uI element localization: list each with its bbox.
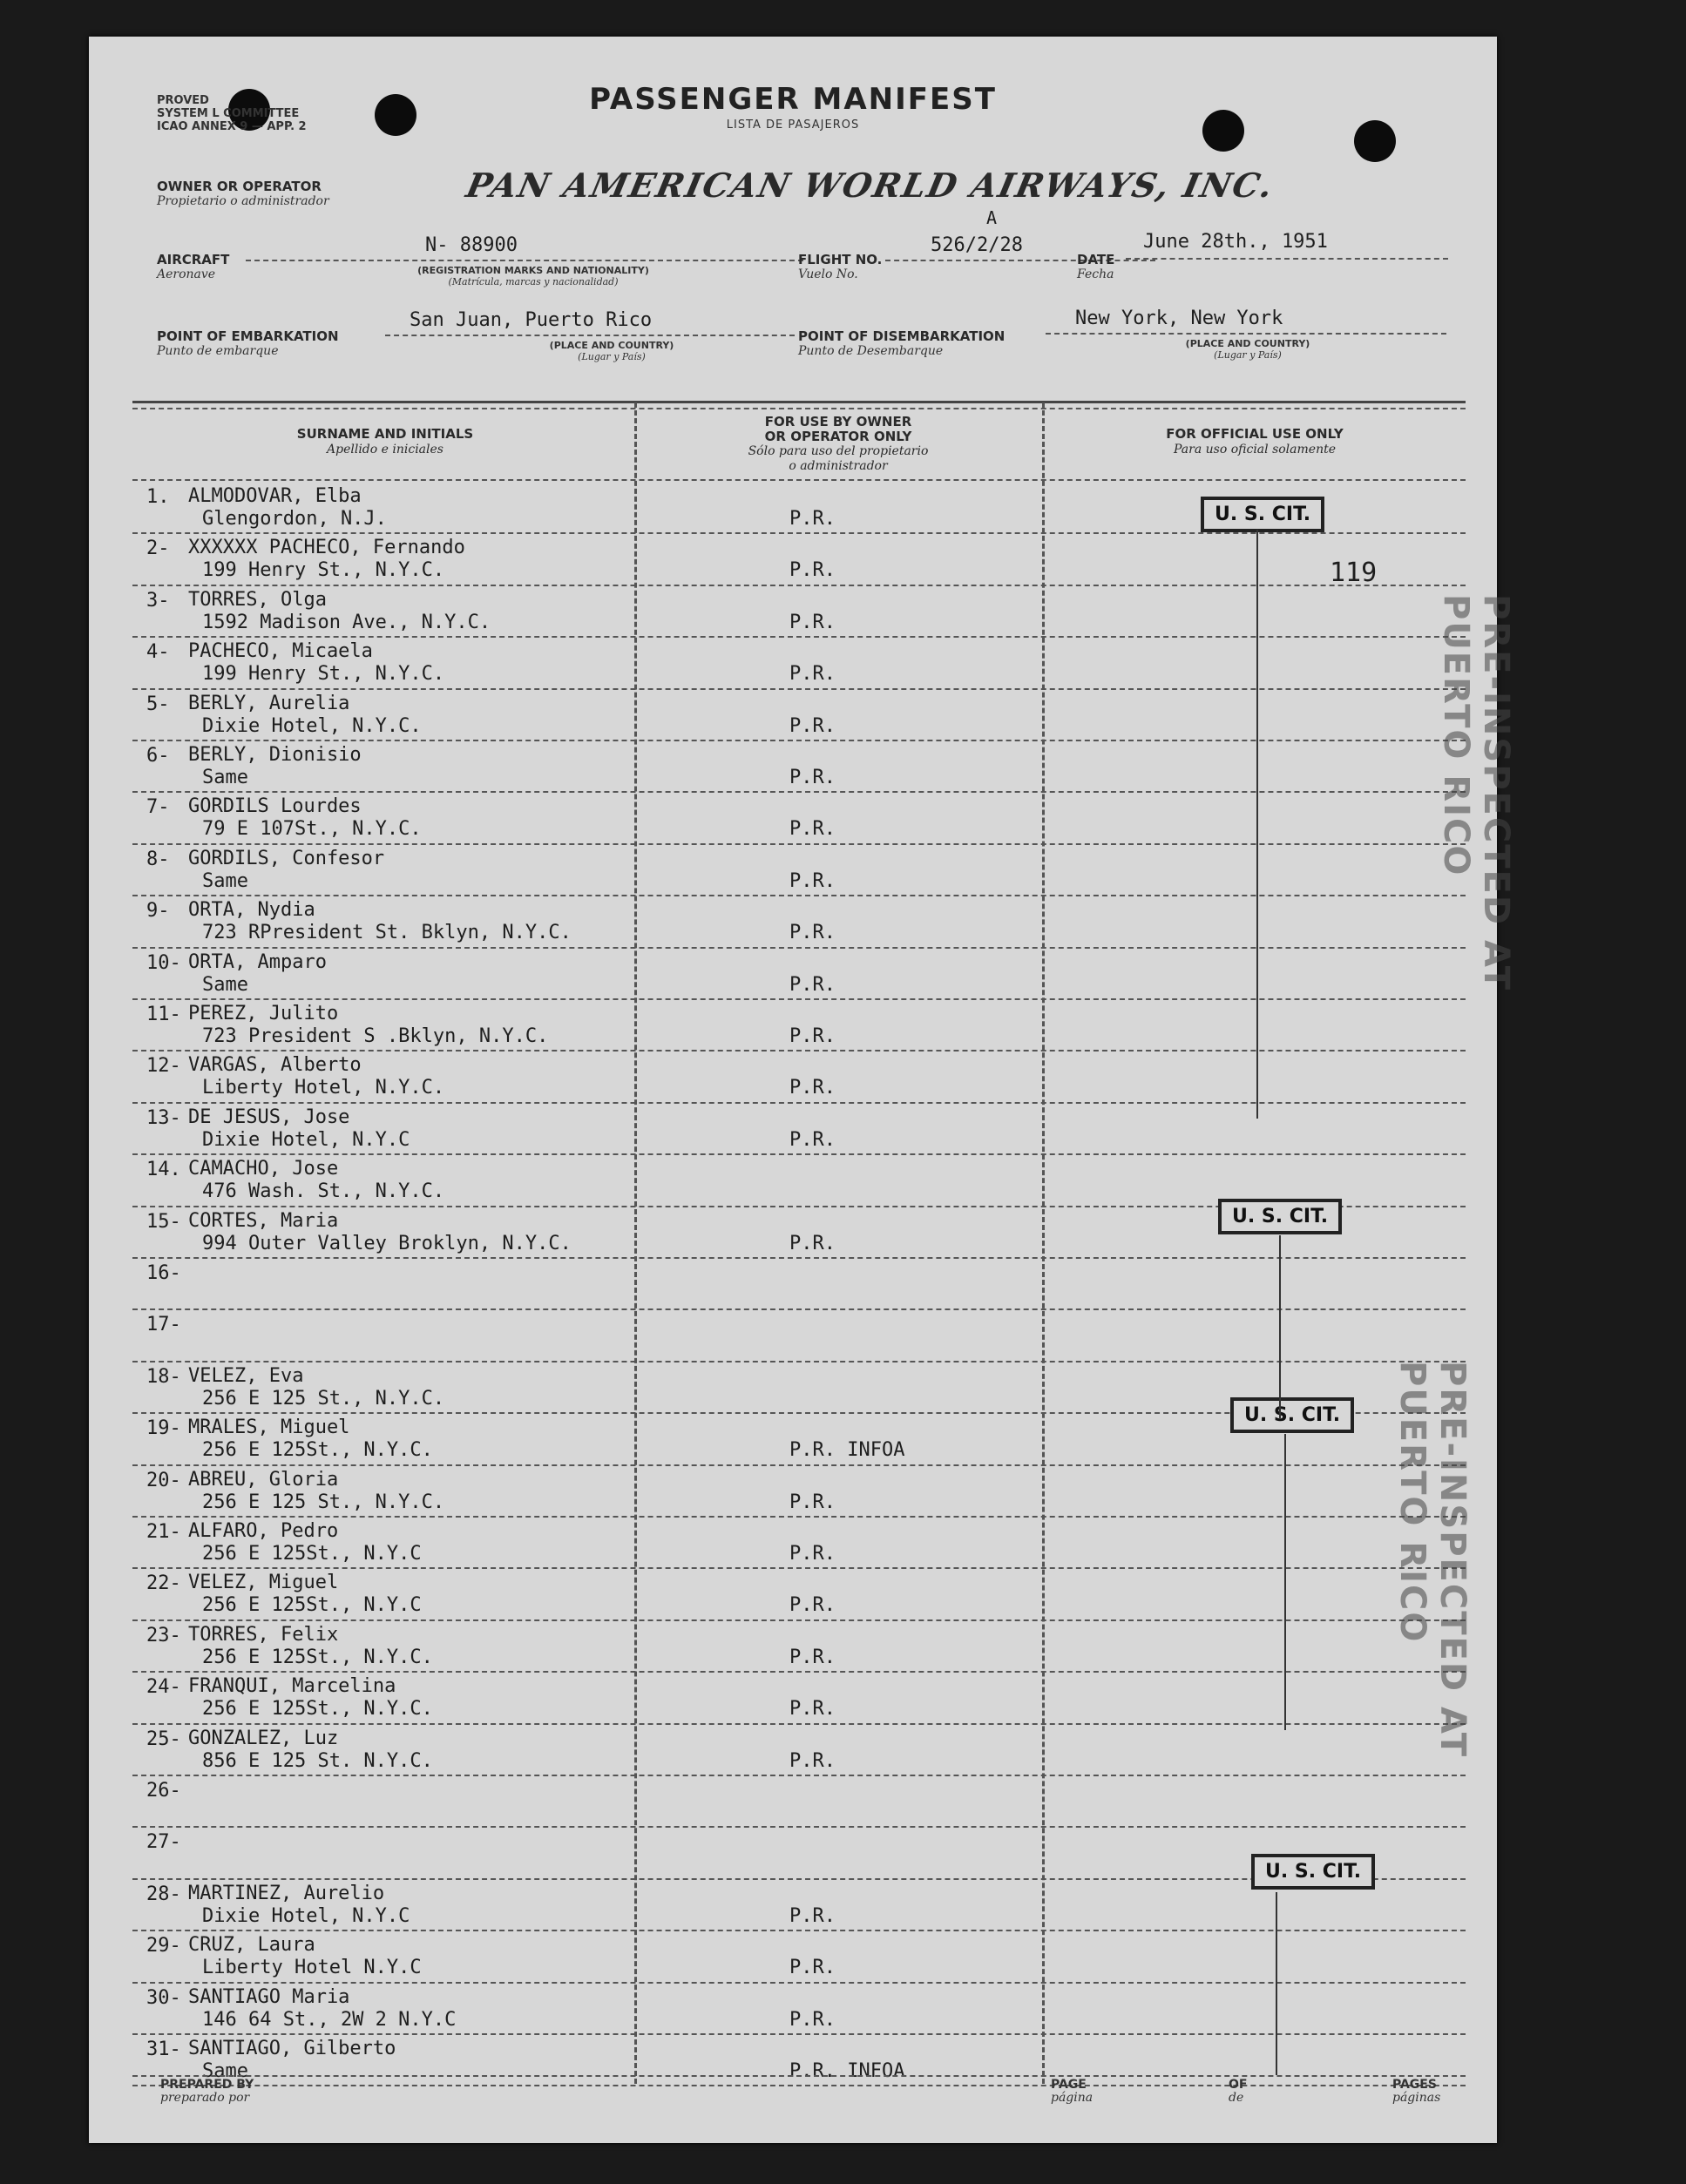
passenger-address: Glengordon, N.J. bbox=[202, 508, 387, 530]
embarkation-note: (PLACE AND COUNTRY) (Lugar y País) bbox=[549, 340, 674, 362]
passenger-name: PACHECO, Micaela bbox=[188, 640, 373, 663]
passenger-name: CRUZ, Laura bbox=[188, 1934, 315, 1957]
row-number: 10- bbox=[146, 951, 181, 974]
operator-code: P.R. bbox=[789, 1646, 836, 1668]
row-number: 8- bbox=[146, 848, 170, 870]
us-citizen-stamp: U. S. CIT. bbox=[1201, 497, 1324, 532]
passenger-address: 856 E 125 St. N.Y.C. bbox=[202, 1749, 433, 1772]
table-top-rule bbox=[132, 408, 1466, 409]
passenger-address: 256 E 125St., N.Y.C. bbox=[202, 1439, 433, 1462]
table-row bbox=[89, 1776, 1497, 1828]
approval-line: PROVED bbox=[157, 94, 209, 107]
table-row bbox=[89, 1104, 1497, 1155]
us-citizen-stamp: U. S. CIT. bbox=[1230, 1397, 1354, 1433]
passenger-address: Liberty Hotel, N.Y.C. bbox=[202, 1077, 445, 1099]
operator-code: P.R. bbox=[789, 1128, 836, 1151]
row-number: 24- bbox=[146, 1676, 181, 1699]
passenger-name: MRALES, Miguel bbox=[188, 1417, 350, 1439]
operator-code: P.R. bbox=[789, 869, 836, 892]
operator-code: P.R. INFOA bbox=[789, 2060, 905, 2082]
operator-name: PAN AMERICAN WORLD AIRWAYS, INC. bbox=[463, 166, 1278, 205]
passenger-name: ORTA, Amparo bbox=[188, 950, 327, 973]
flight-label: FLIGHT NO. Vuelo No. bbox=[798, 252, 883, 281]
passenger-name: SANTIAGO, Gilberto bbox=[188, 2038, 396, 2059]
row-number: 21- bbox=[146, 1521, 181, 1543]
operator-code: P.R. bbox=[789, 1491, 836, 1513]
table-row bbox=[89, 586, 1497, 638]
row-number: 9- bbox=[146, 900, 170, 923]
pre-inspected-stamp: PRE-INSPECTED AT PUERTO RICO bbox=[1392, 1361, 1473, 1759]
row-number: 5- bbox=[146, 693, 170, 715]
embarkation-label: POINT OF EMBARKATION Punto de embarque bbox=[157, 328, 339, 358]
passenger-name: VELEZ, Miguel bbox=[188, 1572, 339, 1594]
disembarkation-value: New York, New York bbox=[1075, 308, 1283, 329]
row-number: 15- bbox=[146, 1210, 181, 1233]
row-number: 17- bbox=[146, 1314, 181, 1336]
passenger-address: Same bbox=[202, 973, 248, 996]
row-number: 22- bbox=[146, 1572, 181, 1595]
passenger-name: CORTES, Maria bbox=[188, 1209, 339, 1232]
row-number: 18- bbox=[146, 1365, 181, 1388]
check-mark bbox=[1284, 1434, 1286, 1730]
passenger-address: 256 E 125St., N.Y.C bbox=[202, 1594, 422, 1617]
table-row bbox=[89, 1310, 1497, 1362]
row-rule bbox=[132, 2085, 1466, 2086]
passenger-address: 199 Henry St., N.Y.C. bbox=[202, 663, 445, 686]
passenger-name: ALMODOVAR, Elba bbox=[188, 485, 362, 507]
pre-inspected-stamp: PRE-INSPECTED AT PUERTO RICO bbox=[1436, 594, 1516, 992]
passenger-name: ABREU, Gloria bbox=[188, 1468, 339, 1491]
pages-label: PAGES páginas bbox=[1392, 2078, 1441, 2105]
disembarkation-note: (PLACE AND COUNTRY) (Lugar y País) bbox=[1185, 338, 1310, 361]
operator-code: P.R. bbox=[789, 559, 836, 582]
row-number: 12- bbox=[146, 1055, 181, 1078]
operator-code: P.R. INFOA bbox=[789, 1439, 905, 1462]
passenger-name: BERLY, Aurelia bbox=[188, 692, 350, 714]
field-underline bbox=[1046, 333, 1446, 335]
flight-value: 526/2/28 bbox=[931, 234, 1023, 256]
footer-rule bbox=[132, 2075, 1466, 2077]
table-row bbox=[89, 896, 1497, 948]
passenger-name: VELEZ, Eva bbox=[188, 1364, 304, 1387]
passenger-name: MARTINEZ, Aurelio bbox=[188, 1882, 385, 1904]
table-row bbox=[89, 1000, 1497, 1051]
operator-code: P.R. bbox=[789, 1025, 836, 1047]
table-row bbox=[89, 845, 1497, 896]
aircraft-label: AIRCRAFT Aeronave bbox=[157, 252, 230, 281]
passenger-address: 256 E 125St., N.Y.C. bbox=[202, 1646, 433, 1668]
row-number: 27- bbox=[146, 1831, 181, 1854]
operator-code: P.R. bbox=[789, 922, 836, 944]
operator-code: P.R. bbox=[789, 508, 836, 530]
table-top-rule bbox=[132, 401, 1466, 403]
row-number: 19- bbox=[146, 1417, 181, 1440]
row-number: 4- bbox=[146, 641, 170, 664]
passenger-address: Dixie Hotel, N.Y.C bbox=[202, 1128, 410, 1151]
passenger-name: TORRES, Olga bbox=[188, 588, 327, 611]
passenger-name: FRANQUI, Marcelina bbox=[188, 1675, 396, 1698]
operator-code: P.R. bbox=[789, 1077, 836, 1099]
row-number: 20- bbox=[146, 1469, 181, 1491]
table-row bbox=[89, 1931, 1497, 1983]
passenger-address: 256 E 125 St., N.Y.C. bbox=[202, 1491, 445, 1513]
row-number: 31- bbox=[146, 2039, 181, 2060]
manifest-page bbox=[89, 37, 1516, 2143]
passenger-address: Dixie Hotel, N.Y.C. bbox=[202, 714, 422, 737]
embarkation-value: San Juan, Puerto Rico bbox=[410, 309, 653, 331]
row-number: 3- bbox=[146, 589, 170, 612]
passenger-address: 79 E 107St., N.Y.C. bbox=[202, 818, 422, 841]
row-number: 30- bbox=[146, 1986, 181, 2009]
passenger-address: Dixie Hotel, N.Y.C bbox=[202, 1904, 410, 1927]
page-label: PAGE página bbox=[1051, 2078, 1094, 2105]
passenger-address: 723 RPresident St. Bklyn, N.Y.C. bbox=[202, 922, 572, 944]
passenger-name: ALFARO, Pedro bbox=[188, 1520, 339, 1542]
passenger-name: DE JESUS, Jose bbox=[188, 1106, 350, 1128]
approval-line: ICAO ANNEX 9 — APP. 2 bbox=[157, 120, 307, 133]
operator-code: P.R. bbox=[789, 2008, 836, 2031]
approval-line: SYSTEM L COMMITTEE bbox=[157, 107, 300, 120]
operator-code: P.R. bbox=[789, 1543, 836, 1565]
column-header-surname: SURNAME AND INITIALS Apellido e iniciales bbox=[296, 426, 474, 456]
table-row bbox=[89, 2035, 1497, 2086]
passenger-address: 1592 Madison Ave., N.Y.C. bbox=[202, 611, 491, 633]
operator-code: P.R. bbox=[789, 973, 836, 996]
table-row bbox=[89, 534, 1497, 588]
table-row bbox=[89, 1259, 1497, 1310]
table-row bbox=[89, 1984, 1497, 2035]
us-citizen-stamp: U. S. CIT. bbox=[1218, 1199, 1342, 1234]
passenger-address: 256 E 125St., N.Y.C bbox=[202, 1543, 422, 1565]
aircraft-note: (REGISTRATION MARKS AND NATIONALITY) (Matrícula, marcas y nacionalidad) bbox=[417, 265, 649, 287]
field-underline bbox=[385, 335, 795, 336]
passenger-address: 476 Wash. St., N.Y.C. bbox=[202, 1180, 445, 1203]
row-number: 25- bbox=[146, 1728, 181, 1750]
table-row bbox=[89, 1051, 1497, 1103]
disembarkation-label: POINT OF DISEMBARKATION Punto de Desembarque bbox=[798, 328, 1006, 358]
row-number: 28- bbox=[146, 1883, 181, 1905]
passenger-name: VARGAS, Alberto bbox=[188, 1054, 362, 1077]
row-number: 16- bbox=[146, 1262, 181, 1284]
passenger-name: CAMACHO, Jose bbox=[188, 1158, 339, 1180]
row-number: 13- bbox=[146, 1106, 181, 1129]
page-subtitle: LISTA DE PASAJEROS bbox=[726, 118, 860, 132]
passenger-name: GONZALEZ, Luz bbox=[188, 1727, 339, 1749]
table-row bbox=[89, 741, 1497, 793]
of-label: OF de bbox=[1229, 2078, 1248, 2105]
header-rule bbox=[132, 479, 1466, 481]
row-number: 26- bbox=[146, 1780, 181, 1802]
check-mark bbox=[1279, 1235, 1281, 1418]
operator-code: P.R. bbox=[789, 1957, 836, 1979]
operator-code: P.R. bbox=[789, 1698, 836, 1721]
table-row bbox=[89, 793, 1497, 844]
passenger-address: Same bbox=[202, 2060, 248, 2082]
passenger-address: 256 E 125 St., N.Y.C. bbox=[202, 1387, 445, 1410]
check-mark bbox=[1276, 1892, 1277, 2075]
check-mark bbox=[1256, 530, 1258, 1119]
row-number: 1. bbox=[146, 486, 170, 508]
passenger-address: Liberty Hotel N.Y.C bbox=[202, 1957, 422, 1979]
us-citizen-stamp: U. S. CIT. bbox=[1251, 1854, 1375, 1890]
operator-code: P.R. bbox=[789, 714, 836, 737]
passenger-name: TORRES, Felix bbox=[188, 1623, 339, 1646]
passenger-address: 146 64 St., 2W 2 N.Y.C bbox=[202, 2008, 457, 2031]
operator-code: P.R. bbox=[789, 611, 836, 633]
page-title: PASSENGER MANIFEST bbox=[589, 82, 997, 117]
row-number: 14. bbox=[146, 1159, 181, 1181]
passenger-address: 256 E 125St., N.Y.C. bbox=[202, 1698, 433, 1721]
prepared-by-label: PREPARED BY preparado por bbox=[160, 2078, 254, 2105]
aircraft-value: N- 88900 bbox=[425, 234, 518, 256]
field-underline bbox=[246, 260, 803, 261]
passenger-name: PEREZ, Julito bbox=[188, 1003, 339, 1024]
table-row bbox=[89, 949, 1497, 1000]
row-number: 11- bbox=[146, 1004, 181, 1025]
passenger-address: 994 Outer Valley Broklyn, N.Y.C. bbox=[202, 1232, 572, 1254]
passenger-name: XXXXXX PACHECO, Fernando bbox=[188, 537, 465, 559]
field-underline bbox=[885, 260, 1155, 261]
operator-code: P.R. bbox=[789, 1904, 836, 1927]
passenger-address: Same bbox=[202, 869, 248, 892]
operator-code: P.R. bbox=[789, 767, 836, 788]
table-row bbox=[89, 638, 1497, 689]
owner-label: OWNER OR OPERATOR Propietario o administrador bbox=[157, 179, 329, 208]
column-header-owner: FOR USE BY OWNER OR OPERATOR ONLY Sólo para uso del propietario o administrador bbox=[748, 414, 929, 473]
passenger-name: GORDILS, Confesor bbox=[188, 847, 385, 869]
operator-code: P.R. bbox=[789, 1594, 836, 1617]
passenger-count: 119 bbox=[1330, 558, 1378, 588]
table-row bbox=[89, 1725, 1497, 1776]
date-label: DATE Fecha bbox=[1077, 252, 1115, 281]
date-value: June 28th., 1951 bbox=[1143, 231, 1328, 253]
passenger-address: Same bbox=[202, 767, 248, 788]
field-underline bbox=[1126, 258, 1448, 260]
passenger-name: ORTA, Nydia bbox=[188, 899, 315, 922]
row-number: 7- bbox=[146, 796, 170, 819]
row-number: 23- bbox=[146, 1624, 181, 1646]
passenger-name: BERLY, Dionisio bbox=[188, 744, 362, 766]
operator-code: P.R. bbox=[789, 1749, 836, 1772]
operator-code: P.R. bbox=[789, 1232, 836, 1254]
passenger-address: 199 Henry St., N.Y.C. bbox=[202, 559, 445, 582]
flight-superscript: A bbox=[986, 207, 998, 228]
row-number: 2- bbox=[146, 538, 170, 560]
operator-code: P.R. bbox=[789, 818, 836, 841]
passenger-address: 723 President S .Bklyn, N.Y.C. bbox=[202, 1025, 549, 1047]
row-number: 6- bbox=[146, 745, 170, 767]
table-row bbox=[89, 690, 1497, 741]
row-number: 29- bbox=[146, 1935, 181, 1957]
operator-code: P.R. bbox=[789, 663, 836, 686]
column-header-official: FOR OFFICIAL USE ONLY Para uso oficial solamente bbox=[1166, 426, 1344, 456]
passenger-name: GORDILS Lourdes bbox=[188, 795, 362, 818]
passenger-name: SANTIAGO Maria bbox=[188, 1985, 350, 2008]
